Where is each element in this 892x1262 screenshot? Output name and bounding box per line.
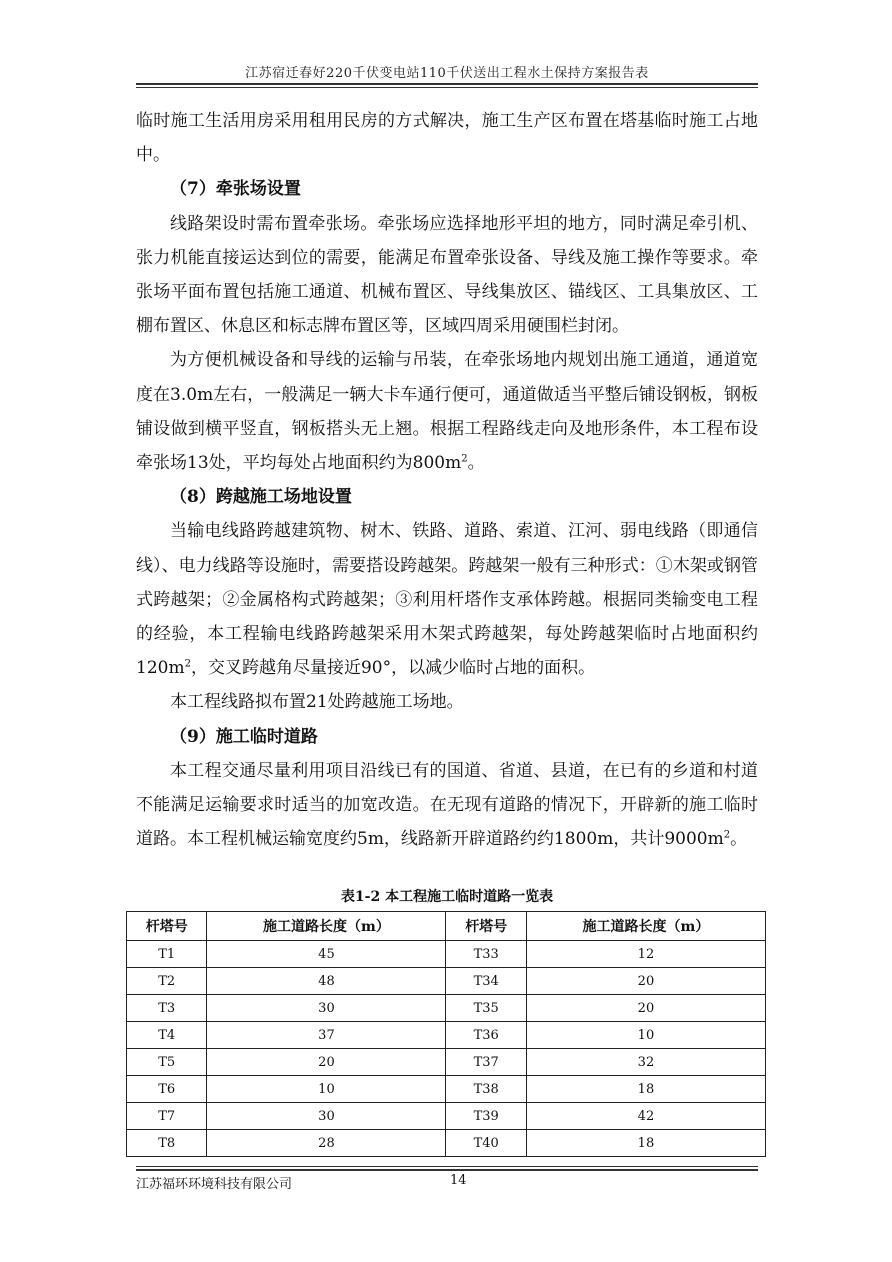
section-heading-9: （9）施工临时道路: [170, 726, 318, 747]
paragraph-text: 本工程交通尽量利用项目沿线已有的国道、省道、县道，在已有的乡道和村道不能满足运输要求时适当的加宽改造。在无现有道路的情况下，开辟新的施工临时道路。本工程机械运输宽度约5m，线路新开辟道路约约1800m，共计9000m: [136, 760, 758, 850]
paragraph-temporary-roads: [136, 754, 758, 857]
paragraph-crossing-frame: [136, 514, 758, 685]
table-cell: 30: [207, 995, 446, 1022]
table-row: [127, 1076, 766, 1103]
table-cell: T37: [446, 1049, 526, 1076]
table-cell: 42: [526, 1103, 765, 1130]
table-cell: T36: [446, 1022, 526, 1049]
superscript: 2: [461, 453, 468, 465]
table-cell: T39: [446, 1103, 526, 1130]
paragraph-text: 为方便机械设备和导线的运输与吊装，在牵张场地内规划出施工通道，通道宽度在3.0m左右，一般满足一辆大卡车通行便可，通道做适当平整后铺设钢板，钢板铺设做到横平竖直，钢板搭头无上翘。根据工程路线走向及地形条件，本工程布设牵张场13处，平均每处占地面积约为800m: [136, 350, 758, 474]
table-cell: 45: [207, 941, 446, 968]
paragraph-crossing-count: 本工程线路拟布置21处跨越施工场地。: [170, 692, 464, 713]
header-road-length: 施工道路长度（m）: [526, 912, 765, 941]
table-cell: 18: [526, 1130, 765, 1157]
table-cell: T38: [446, 1076, 526, 1103]
table-cell: 28: [207, 1130, 446, 1157]
table-cell: T40: [446, 1130, 526, 1157]
footer-rule: [136, 1169, 758, 1171]
paragraph-text: 当输电线路跨越建筑物、树木、铁路、道路、索道、江河、弱电线路（即通信线）、电力线路等设施时，需要搭设跨越架。跨越架一般有三种形式：①木架或钢管式跨越架；②金属格构式跨越架；③利用杆塔作支承体跨越。根据同类输变电工程的经验，本工程输电线路跨越架采用木架式跨越架，每处跨越架临时占地面积约120m: [136, 521, 758, 679]
header-rule-thin: [136, 87, 758, 88]
paragraph-tension-site: 线路架设时需布置牵张场。牵张场应选择地形平坦的地方，同时满足牵引机、张力机能直接运达到位的需要，能满足布置牵张设备、导线及施工操作等要求。牵张场平面布置包括施工通道、机械布置区、导线集放区、锚线区、工具集放区、工棚布置区、休息区和标志牌布置区等，区域四周采用硬围栏封闭。: [136, 213, 758, 337]
header-road-length: 施工道路长度（m）: [207, 912, 446, 941]
table-title: 表1-2 本工程施工临时道路一览表: [340, 889, 554, 905]
table-cell: 48: [207, 968, 446, 995]
table-cell: 18: [526, 1076, 765, 1103]
superscript: 2: [723, 829, 731, 841]
section-heading-8: （8）跨越施工场地设置: [170, 487, 352, 508]
body-content: [136, 104, 758, 856]
table-cell: T34: [446, 968, 526, 995]
section-heading-7: （7）牵张场设置: [170, 179, 301, 200]
table-cell: T35: [446, 995, 526, 1022]
table-row: [127, 1022, 766, 1049]
running-header: 江苏宿迁春好220千伏变电站110千伏送出工程水土保持方案报告表: [245, 66, 649, 81]
table-cell: T5: [127, 1049, 207, 1076]
table-header-row: [127, 912, 766, 941]
table-cell: 20: [207, 1049, 446, 1076]
table-cell: 30: [207, 1103, 446, 1130]
table-row: [127, 995, 766, 1022]
table-cell: T33: [446, 941, 526, 968]
table-cell: 12: [526, 941, 765, 968]
table-cell: T7: [127, 1103, 207, 1130]
header-tower-id: 杆塔号: [127, 912, 207, 941]
paragraph-text-end: ，交叉跨越角尽量接近90°，以减少临时占地的面积。: [190, 658, 596, 679]
paragraph-text-end: 。: [467, 453, 485, 474]
table-cell: T8: [127, 1130, 207, 1157]
table-cell: 37: [207, 1022, 446, 1049]
header-rule: [136, 83, 758, 85]
paragraph-text-end: 。: [730, 829, 748, 850]
table-cell: T6: [127, 1076, 207, 1103]
table-cell: 20: [526, 995, 765, 1022]
table-row: [127, 941, 766, 968]
superscript: 2: [184, 658, 191, 670]
paragraph-continuation: 临时施工生活用房采用租用民房的方式解决，施工生产区布置在塔基临时施工占地中。: [136, 111, 758, 166]
footer-company: 江苏福环环境科技有限公司: [136, 1177, 293, 1192]
table-row: [127, 1049, 766, 1076]
temporary-road-table: [126, 911, 766, 1157]
table-cell: 20: [526, 968, 765, 995]
header-tower-id: 杆塔号: [446, 912, 526, 941]
table-cell: T2: [127, 968, 207, 995]
table-cell: T1: [127, 941, 207, 968]
table-cell: 10: [526, 1022, 765, 1049]
page-number: 14: [450, 1173, 467, 1188]
table-cell: 10: [207, 1076, 446, 1103]
table-cell: 32: [526, 1049, 765, 1076]
table-cell: T3: [127, 995, 207, 1022]
table-row: [127, 968, 766, 995]
footer-rule-thin: [136, 1166, 758, 1167]
table-row: [127, 1103, 766, 1130]
paragraph-construction-passage: [136, 343, 758, 480]
table-cell: T4: [127, 1022, 207, 1049]
table-row: [127, 1130, 766, 1157]
